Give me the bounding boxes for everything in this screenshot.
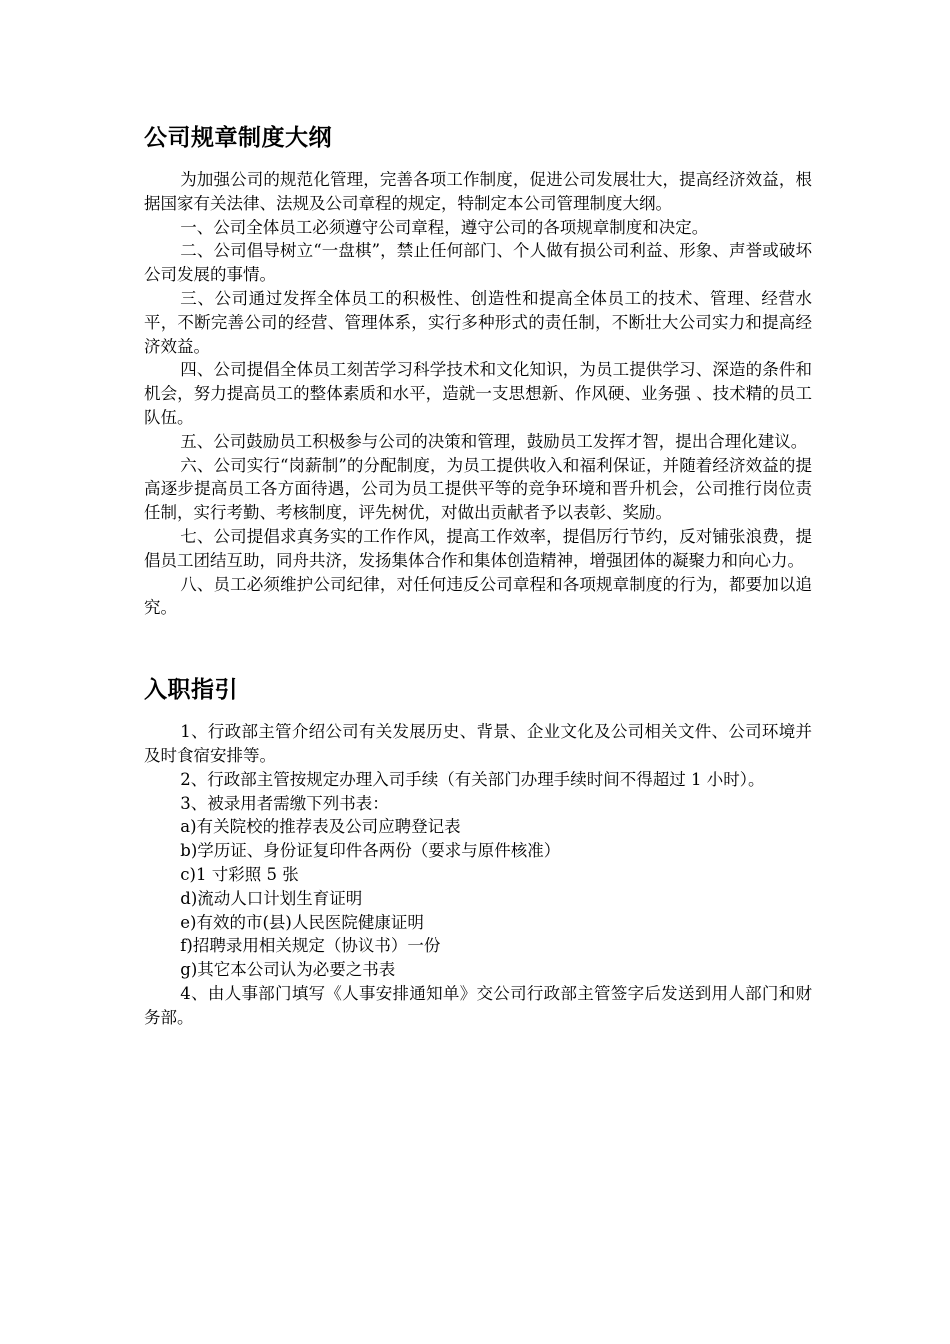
paragraph-intro: 为加强公司的规范化管理，完善各项工作制度，促进公司发展壮大，提高经济效益，根据国家有关法律、法规及公司章程的规定，特制定本公司管理制度大纲。 <box>144 170 812 213</box>
section-onboarding <box>144 670 812 1029</box>
list-item-a: a)有关院校的推荐表及公司应聘登记表 <box>180 817 461 837</box>
list-item-g: g)其它本公司认为必要之书表 <box>180 960 396 980</box>
paragraph-rule-6: 六、公司实行“岗薪制”的分配制度，为员工提供收入和福利保证，并随着经济效益的提高逐步提高员工各方面待遇，公司为员工提供平等的竞争环境和晋升机会，公司推行岗位责任制，实行考勤、考核制度，评先树优，对做出贡献者予以表彰、奖励。 <box>144 455 812 523</box>
section-title-rules: 公司规章制度大纲 <box>144 125 332 151</box>
paragraph-rule-8: 八、员工必须维护公司纪律，对任何违反公司章程和各项规章制度的行为，都要加以追究。 <box>144 574 812 618</box>
paragraph-rule-3: 三、公司通过发挥全体员工的积极性、创造性和提高全体员工的技术、管理、经营水平，不断完善公司的经营、管理体系，实行多种形式的责任制，不断壮大公司实力和提高经济效益。 <box>144 288 812 356</box>
list-item-f: f)招聘录用相关规定（协议书）一份 <box>180 936 441 956</box>
paragraph-step-3: 3、被录用者需缴下列书表： <box>180 793 389 813</box>
section-company-rules <box>144 118 812 620</box>
paragraph-rule-4: 四、公司提倡全体员工刻苦学习科学技术和文化知识，为员工提供学习、深造的条件和机会，努力提高员工的整体素质和水平，造就一支思想新、作风硬、业务强 、技术精的员工队伍。 <box>144 360 812 427</box>
list-item-e: e)有效的市(县)人民医院健康证明 <box>180 912 424 932</box>
document-body <box>144 118 812 1030</box>
paragraph-rule-2: 二、公司倡导树立“一盘棋”，禁止任何部门、个人做有损公司利益、形象、声誉或破坏公司发展的事情。 <box>144 241 812 285</box>
paragraph-rule-5: 五、公司鼓励员工积极参与公司的决策和管理，鼓励员工发挥才智，提出合理化建议。 <box>180 431 808 451</box>
list-item-b: b)学历证、身份证复印件各两份（要求与原件核准） <box>180 841 561 861</box>
list-item-d: d)流动人口计划生育证明 <box>180 888 363 908</box>
paragraph-step-2: 2、行政部主管按规定办理入司手续（有关部门办理手续时间不得超过 1 小时）。 <box>180 769 765 789</box>
list-item-c: c)1 寸彩照 5 张 <box>180 864 299 884</box>
paragraph-rule-7: 七、公司提倡求真务实的工作作风，提高工作效率，提倡厉行节约，反对铺张浪费，提倡员工团结互助，同舟共济，发扬集体合作和集体创造精神，增强团体的凝聚力和向心力。 <box>144 526 812 570</box>
paragraph-step-4: 4、由人事部门填写《人事安排通知单》交公司行政部主管签字后发送到用人部门和财务部。 <box>144 983 812 1027</box>
paragraph-rule-1: 一、公司全体员工必须遵守公司章程，遵守公司的各项规章制度和决定。 <box>180 217 709 237</box>
section-title-onboarding: 入职指引 <box>144 677 238 704</box>
paragraph-step-1: 1、行政部主管介绍公司有关发展历史、背景、企业文化及公司相关文件、公司环境并及时食宿安排等。 <box>144 722 812 765</box>
